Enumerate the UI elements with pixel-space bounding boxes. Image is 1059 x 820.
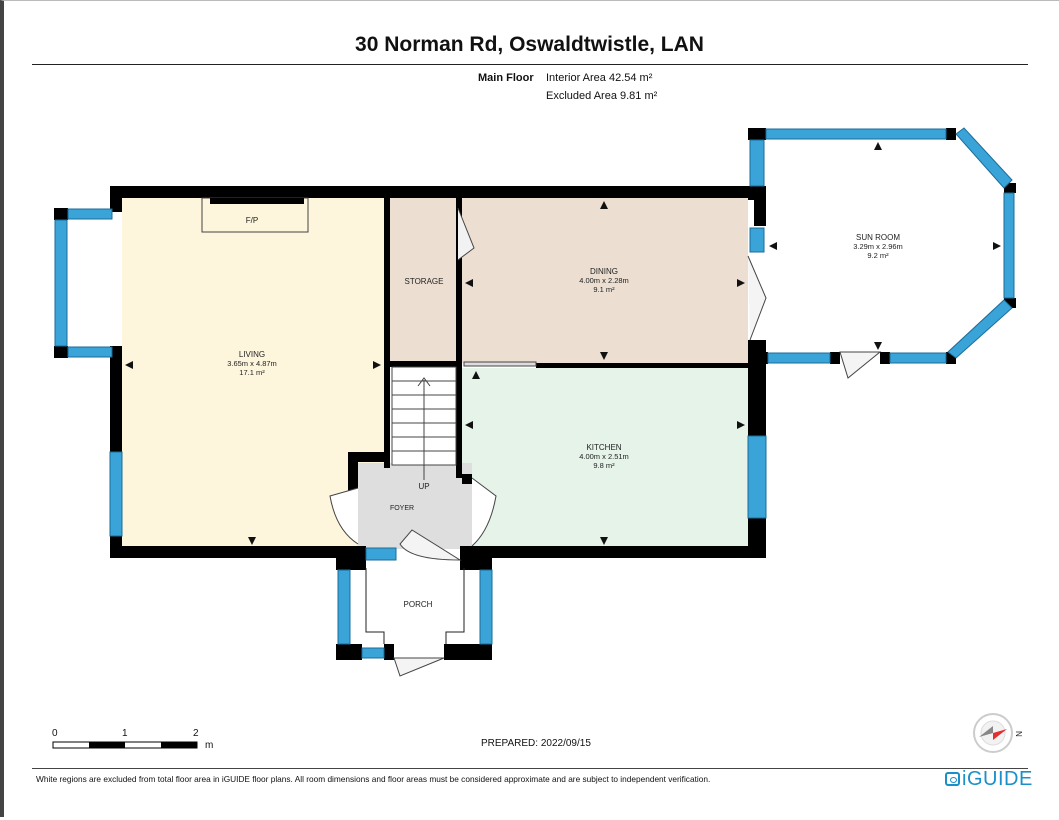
porch-name: PORCH xyxy=(403,600,433,609)
page-title: 30 Norman Rd, Oswaldtwistle, LAN xyxy=(355,33,704,56)
scale-label-2: 2 xyxy=(193,728,199,739)
living-dims: 3.65m x 4.87m xyxy=(227,359,277,368)
dining-area: 9.1 m² xyxy=(593,285,615,294)
interior-area: Interior Area 42.54 m² xyxy=(546,72,653,84)
compass-label: N xyxy=(1014,731,1023,737)
sunroom-dims: 3.29m x 2.96m xyxy=(853,242,903,251)
brand-icon xyxy=(945,772,960,786)
living-name: LIVING xyxy=(238,350,266,359)
kitchen-name: KITCHEN xyxy=(586,443,622,452)
dining-dims: 4.00m x 2.28m xyxy=(579,276,629,285)
scale-unit: m xyxy=(205,740,214,751)
compass-icon xyxy=(974,714,1023,752)
excluded-area: Excluded Area 9.81 m² xyxy=(546,90,658,102)
storage-name: STORAGE xyxy=(404,277,444,286)
brand-text: iGUIDE xyxy=(962,768,1033,790)
scale-label-0: 0 xyxy=(52,728,58,739)
stairs-up-label: UP xyxy=(418,482,430,491)
sunroom-area: 9.2 m² xyxy=(867,251,889,260)
dining-name: DINING xyxy=(590,267,618,276)
living-area: 17.1 m² xyxy=(239,368,265,377)
foyer-name: FOYER xyxy=(389,505,415,512)
fireplace-label: F/P xyxy=(245,216,259,225)
footer-divider xyxy=(32,768,1028,769)
floor-name: Main Floor xyxy=(478,72,534,84)
prepared-date: PREPARED: 2022/09/15 xyxy=(481,738,591,749)
footer-disclaimer: White regions are excluded from total floor area in iGUIDE floor plans. All room dimensions and floor areas must be considered approximate and are subject to independent verification. xyxy=(36,774,711,784)
scale-bar xyxy=(53,742,197,748)
scale-label-1: 1 xyxy=(122,728,128,739)
brand-logo xyxy=(945,768,1033,791)
kitchen-area: 9.8 m² xyxy=(593,461,615,470)
kitchen-dims: 4.00m x 2.51m xyxy=(579,452,629,461)
sunroom-name: SUN ROOM xyxy=(856,233,900,242)
